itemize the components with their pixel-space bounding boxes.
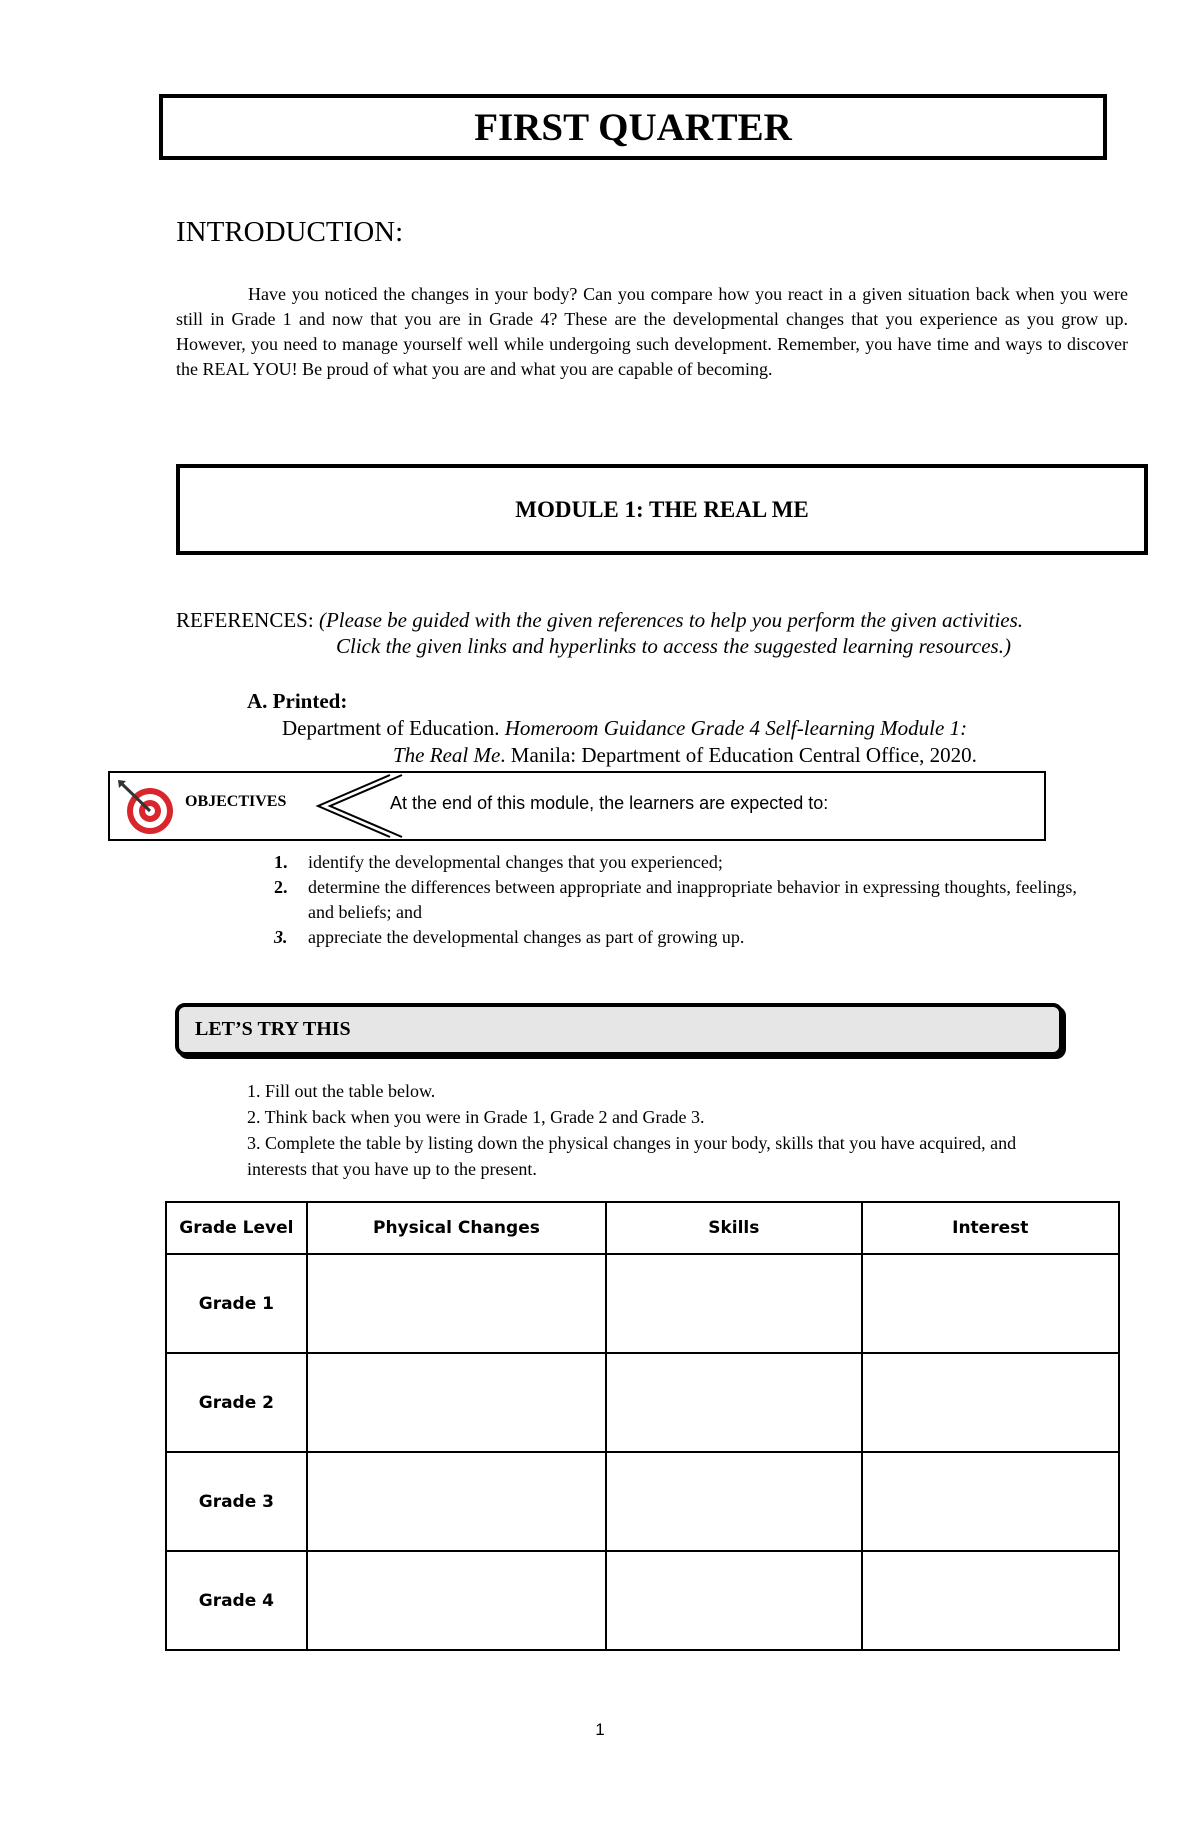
header-skills: Skills (606, 1202, 861, 1254)
skills-cell[interactable] (606, 1452, 861, 1551)
references-line1 (176, 607, 1023, 634)
citation-line-1 (282, 716, 967, 741)
header-physical-changes: Physical Changes (307, 1202, 606, 1254)
citation-publisher: . Manila: Department of Education Central Office, 2020. (500, 743, 977, 767)
row-grade-label: Grade 3 (166, 1452, 307, 1551)
instruction-step: 2. Think back when you were in Grade 1, Grade 2 and Grade 3. (247, 1107, 705, 1127)
table-row (166, 1551, 1119, 1650)
references-note-2: Click the given links and hyperlinks to access the suggested learning resources.) (336, 634, 1011, 658)
objective-item (274, 925, 1094, 950)
header-grade-level: Grade Level (166, 1202, 307, 1254)
interest-cell[interactable] (862, 1254, 1120, 1353)
objective-text: identify the developmental changes that you experienced; (308, 852, 723, 872)
objective-item (274, 850, 1094, 875)
instruction-step: 1. Fill out the table below. (247, 1081, 436, 1101)
introduction-heading: INTRODUCTION: (176, 216, 404, 248)
objectives-label: OBJECTIVES (185, 793, 287, 810)
citation-subtitle: The Real Me (393, 743, 501, 767)
objective-number: 1. (274, 852, 288, 872)
instruction-step: 3. Complete the table by listing down the physical changes in your body, skills that you have acquired, and interests that you have up to the present. (247, 1133, 1017, 1179)
module-title: MODULE 1: THE REAL ME (176, 464, 1148, 555)
physical-changes-cell[interactable] (307, 1551, 606, 1650)
interest-cell[interactable] (862, 1452, 1120, 1551)
objective-text: appreciate the developmental changes as part of growing up. (308, 927, 745, 947)
references-label: REFERENCES: (176, 608, 319, 632)
skills-cell[interactable] (606, 1551, 861, 1650)
table-row (166, 1254, 1119, 1353)
references-note-1: (Please be guided with the given references to help you perform the given activities. (318, 608, 1024, 632)
table-row (166, 1353, 1119, 1452)
physical-changes-cell[interactable] (307, 1353, 606, 1452)
objective-number: 3. (274, 927, 288, 947)
row-grade-label: Grade 4 (166, 1551, 307, 1650)
introduction-paragraph: Have you noticed the changes in your body? Can you compare how you react in a given situation back when you were still in Grade 1 and now that you are in Grade 4? These are the developmental changes that you experience as you grow up. However, you need to manage yourself well while undergoing such development. Remember, you have time and ways to discover the REAL YOU! Be proud of what you are and what you are capable of becoming. (176, 284, 1128, 379)
table-row (166, 1452, 1119, 1551)
objective-text: determine the differences between appropriate and inappropriate behavior in expressing thoughts, feelings, and beliefs; and (308, 877, 1077, 922)
interest-cell[interactable] (862, 1551, 1120, 1650)
physical-changes-cell[interactable] (307, 1254, 606, 1353)
row-grade-label: Grade 1 (166, 1254, 307, 1353)
interest-cell[interactable] (862, 1353, 1120, 1452)
target-icon (116, 778, 178, 836)
skills-cell[interactable] (606, 1254, 861, 1353)
lets-try-heading: LET’S TRY THIS (175, 1003, 1063, 1056)
printed-label: A. Printed: (247, 689, 348, 713)
objective-item (274, 875, 1094, 925)
objectives-list (274, 850, 1094, 950)
skills-cell[interactable] (606, 1353, 861, 1452)
page-number: 1 (595, 1720, 605, 1739)
page-title: FIRST QUARTER (159, 94, 1107, 160)
physical-changes-cell[interactable] (307, 1452, 606, 1551)
grade-table (165, 1201, 1120, 1651)
row-grade-label: Grade 2 (166, 1353, 307, 1452)
header-interest: Interest (862, 1202, 1120, 1254)
table-header-row (166, 1202, 1119, 1254)
instructions-list (247, 1078, 1077, 1182)
citation-line-2 (393, 743, 977, 768)
objectives-intro: At the end of this module, the learners are expected to: (390, 793, 829, 813)
citation-author: Department of Education. (282, 716, 505, 740)
objective-number: 2. (274, 877, 288, 897)
citation-title: Homeroom Guidance Grade 4 Self-learning Module 1: (504, 716, 968, 740)
